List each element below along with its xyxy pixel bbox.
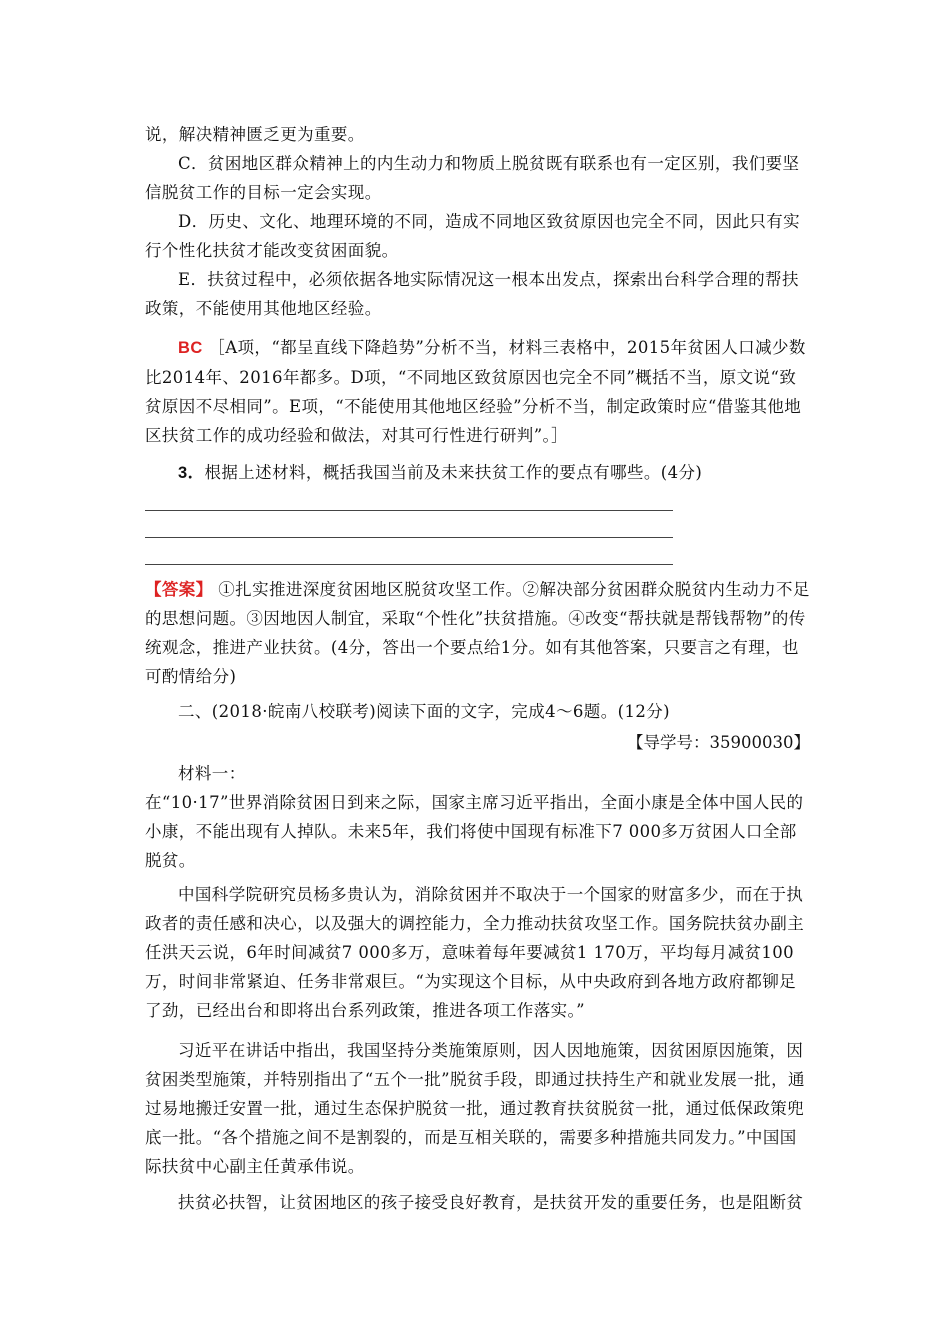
question-3-number: 3． [178, 464, 205, 482]
option-d: D．历史、文化、地理环境的不同，造成不同地区致贫原因也完全不同，因此只有实行个性化扶贫才能改变贫困面貌。 [145, 212, 801, 260]
paragraph: 在“10·17”世界消除贫困日到来之际，国家主席习近平指出，全面小康是全体中国人民的小康，不能出现有人掉队。未来5年，我们将使中国现有标准下7 000多万贫困人口全部脱贫。 [145, 793, 804, 870]
answer-3 [145, 575, 810, 691]
text-line: 说，解决精神匮乏更为重要。 [145, 125, 365, 144]
answer-line [145, 537, 673, 538]
answer-3-label: 【答案】 [145, 580, 213, 599]
question-3-text: 根据上述材料，概括我国当前及未来扶贫工作的要点有哪些。(4分) [204, 463, 703, 482]
paragraph: 扶贫必扶智，让贫困地区的孩子接受良好教育，是扶贫开发的重要任务，也是阻断贫 [178, 1193, 804, 1212]
paragraph: 中国科学院研究员杨多贵认为，消除贫困并不取决于一个国家的财富多少，而在于执政者的责任感和决心，以及强大的调控能力，全力推动扶贫攻坚工作。国务院扶贫办副主任洪天云说，6年时间减贫7 000多万，意味着每年要减贫1 170万，平均每月减贫100万，时间非常紧迫、任务非常艰巨。“为实现这个目标，从中央政府到各地方政府都铆足了劲，已经出台和即将出台系列政策，推进各项工作落实。” [145, 885, 805, 1020]
option-c: C．贫困地区群众精神上的内生动力和物质上脱贫既有联系也有一定区别，我们要坚信脱贫工作的目标一定会实现。 [145, 154, 800, 202]
answer-2-text: ［A项，“都呈直线下降趋势”分析不当，材料三表格中，2015年贫困人口减少数比2014年、2016年都多。D项，“不同地区致贫原因也完全不同”概括不当，原文说“致贫原因不尽相同”。E项，“不能使用其他地区经验”分析不当，制定政策时应“借鉴其他地区扶贫工作的成功经验和做法，对其可行性进行研判”。］ [145, 338, 806, 445]
answer-2-label: BC [178, 339, 203, 357]
guide-number: 【导学号：35900030】 [627, 733, 810, 752]
option-e: E．扶贫过程中，必须依据各地实际情况这一根本出发点，探索出台科学合理的帮扶政策，不能使用其他地区经验。 [145, 270, 799, 318]
answer-3-text: ①扎实推进深度贫困地区脱贫攻坚工作。②解决部分贫困群众脱贫内生动力不足的思想问题。③因地因人制宜，采取“个性化”扶贫措施。④改变“帮扶就是帮钱帮物”的传统观念，推进产业扶贫。(4分，答出一个要点给1分。如有其他答案，只要言之有理，也可酌情给分) [145, 580, 810, 686]
paragraph: 习近平在讲话中指出，我国坚持分类施策原则，因人因地施策，因贫困原因施策，因贫困类型施策，并特别指出了“五个一批”脱贫手段，即通过扶持生产和就业发展一批，通过易地搬迁安置一批，通过生态保护脱贫一批，通过教育扶贫脱贫一批，通过低保政策兜底一批。“各个措施之间不是割裂的，而是互相关联的，需要多种措施共同发力。”中国国际扶贫中心副主任黄承伟说。 [145, 1041, 805, 1176]
answer-line [145, 564, 673, 565]
answer-2 [145, 333, 810, 450]
question-3 [145, 458, 810, 488]
section-2-heading: 二、(2018·皖南八校联考)阅读下面的文字，完成4～6题。(12分) [178, 702, 670, 721]
answer-line [145, 510, 673, 511]
material-1-title: 材料一： [178, 764, 246, 783]
